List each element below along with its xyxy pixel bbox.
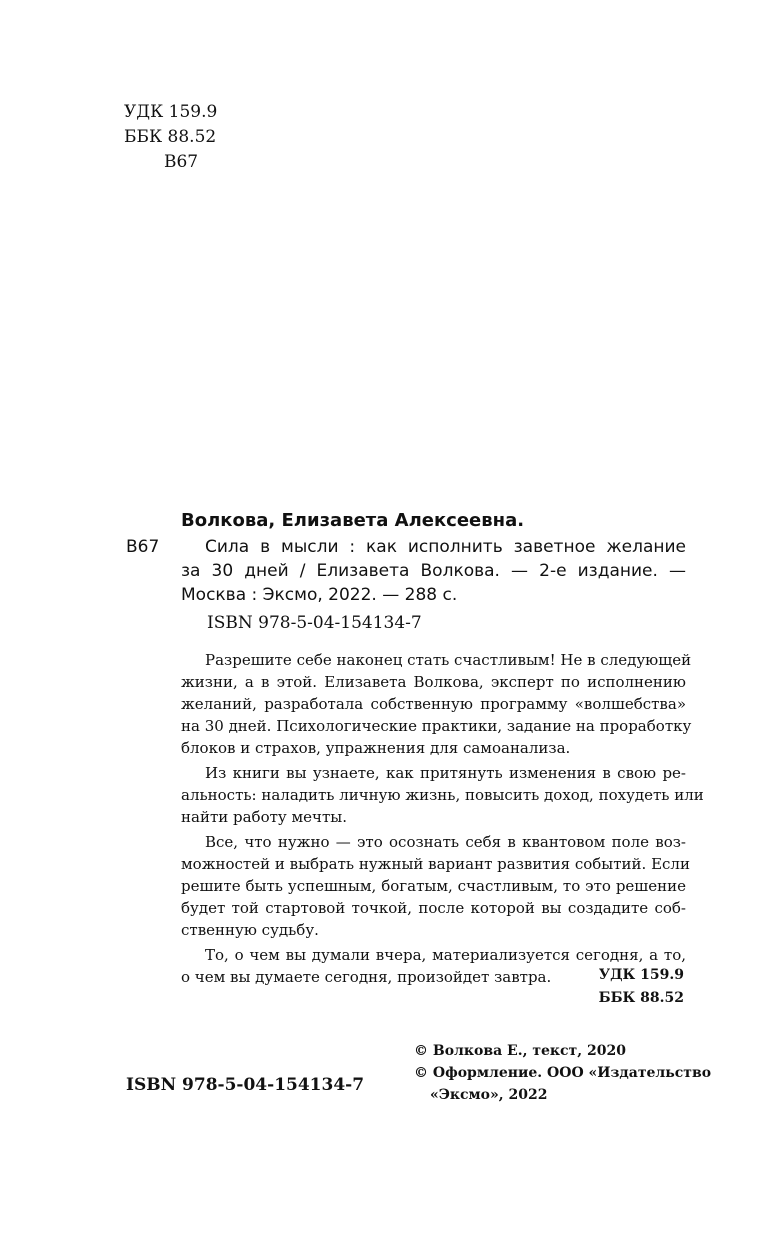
copyright-line: © Оформление. ООО «Издательство <box>414 1065 712 1081</box>
classification-block <box>124 100 217 175</box>
annotation-line: будет той стартовой точкой, после которой вы создадите соб- <box>181 899 686 917</box>
annotation-line: на 30 дней. Психологические практики, задание на проработку <box>181 717 692 735</box>
annotation-line: Все, что нужно — это осознать себя в квантовом поле воз- <box>205 833 686 851</box>
codes-right <box>599 964 684 1010</box>
annotation-paragraph <box>181 831 690 941</box>
annotation-line: Разрешите себе наконец стать счастливым! Не в следующей <box>205 651 692 669</box>
annotation-line: жизни, а в этой. Елизавета Волкова, эксперт по исполнению <box>181 673 686 691</box>
bibliographic-line: за 30 дней / Елизавета Волкова. — 2-е издание. — <box>181 561 686 581</box>
annotation-paragraph <box>181 762 704 828</box>
annotation <box>181 649 704 991</box>
author-mark-side: В67 <box>126 537 160 557</box>
annotation-line: блоков и страхов, упражнения для самоанализа. <box>181 739 571 757</box>
isbn-record: ISBN 978-5-04-154134-7 <box>207 613 422 633</box>
annotation-line: Из книги вы узнаете, как притянуть изменения в свою ре- <box>205 764 686 782</box>
bibliographic-line: Сила в мысли : как исполнить заветное желание <box>205 537 686 557</box>
annotation-line: То, о чем вы думали вчера, материализуется сегодня, а то, <box>205 946 686 964</box>
bbk-code-bottom: ББК 88.52 <box>598 990 684 1006</box>
author-mark: В67 <box>164 152 199 172</box>
annotation-line: ственную судьбу. <box>181 921 319 939</box>
annotation-line: можностей и выбрать нужный вариант развития событий. Если <box>181 855 690 873</box>
annotation-line: найти работу мечты. <box>181 808 347 826</box>
udk-code-bottom: УДК 159.9 <box>598 967 684 983</box>
bibliographic-description <box>181 535 686 607</box>
isbn-bottom: ISBN 978-5-04-154134-7 <box>126 1075 365 1095</box>
copyright-line: «Эксмо», 2022 <box>430 1087 548 1103</box>
udk-code: УДК 159.9 <box>124 102 218 122</box>
annotation-line: желаний, разработала собственную программу «волшебства» <box>181 695 686 713</box>
bibliographic-line: Москва : Эксмо, 2022. — 288 с. <box>181 585 458 605</box>
annotation-paragraph <box>181 649 692 759</box>
author-heading: Волкова, Елизавета Алексеевна. <box>181 510 525 531</box>
annotation-line: о чем вы думаете сегодня, произойдет завтра. <box>181 968 552 986</box>
bbk-code: ББК 88.52 <box>124 127 217 147</box>
copyright-block <box>414 1040 711 1106</box>
annotation-line: альность: наладить личную жизнь, повысить доход, похудеть или <box>181 786 704 804</box>
annotation-line: решите быть успешным, богатым, счастливым, то это решение <box>181 877 686 895</box>
copyright-line: © Волкова Е., текст, 2020 <box>414 1043 626 1059</box>
